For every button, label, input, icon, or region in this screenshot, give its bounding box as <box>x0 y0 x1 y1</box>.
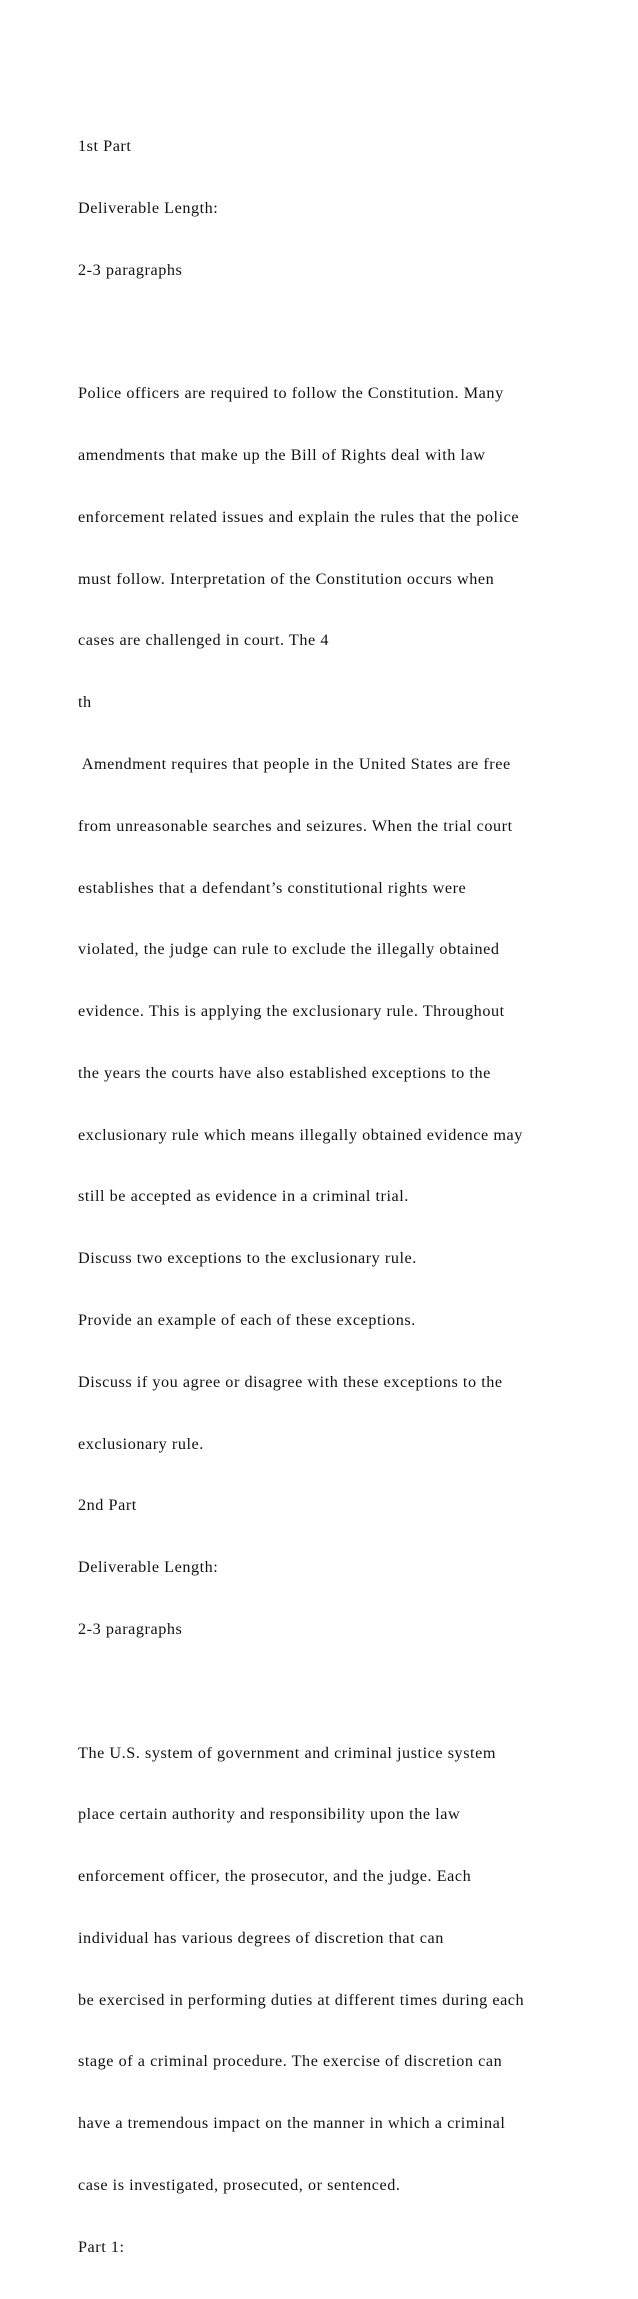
text-line: case is investigated, prosecuted, or sentenced. <box>78 2175 401 2194</box>
blank-line <box>78 322 618 343</box>
text-line: enforcement officer, the prosecutor, and the judge. Each <box>78 1867 472 1886</box>
text-line: must follow. Interpretation of the Constitution occurs when <box>78 569 495 588</box>
text-line: exclusionary rule. <box>78 1434 204 1453</box>
text-line: be exercised in performing duties at different times during each <box>78 1990 525 2009</box>
text-line: Provide an example of each of these exceptions. <box>78 1311 416 1330</box>
text-line: enforcement related issues and explain the rules that the police <box>78 507 520 526</box>
text-line: The U.S. system of government and criminal justice system <box>78 1743 496 1762</box>
text-line: th <box>78 693 92 712</box>
text-line: Amendment requires that people in the United States are free <box>78 755 511 773</box>
text-line: Discuss two exceptions to the exclusionary rule. <box>78 1249 417 1268</box>
text-line: violated, the judge can rule to exclude the illegally obtained <box>78 940 500 959</box>
text-line: Deliverable Length: <box>78 198 219 217</box>
text-line: Police officers are required to follow the Constitution. Many <box>78 384 504 403</box>
text-line: still be accepted as evidence in a criminal trial. <box>78 1187 409 1206</box>
text-line: evidence. This is applying the exclusionary rule. Throughout <box>78 1002 505 1021</box>
text-line: Deliverable Length: <box>78 1558 219 1577</box>
text-line: Part 1: <box>78 2237 125 2256</box>
text-line: individual has various degrees of discretion that can <box>78 1928 444 1947</box>
text-line: have a tremendous impact on the manner in which a criminal <box>78 2114 506 2133</box>
text-line: 2-3 paragraphs <box>78 1619 183 1638</box>
text-line: establishes that a defendant’s constitutional rights were <box>78 878 467 897</box>
text-line: 2nd Part <box>78 1496 137 1515</box>
blank-line <box>78 1681 618 1702</box>
document-text <box>78 95 618 2299</box>
text-line: 2-3 paragraphs <box>78 260 183 279</box>
text-line: amendments that make up the Bill of Rights deal with law <box>78 446 486 465</box>
text-line: Discuss if you agree or disagree with these exceptions to the <box>78 1372 503 1391</box>
text-line: cases are challenged in court. The 4 <box>78 631 329 650</box>
text-line: 1st Part <box>78 137 132 156</box>
text-line: exclusionary rule which means illegally obtained evidence may <box>78 1125 523 1144</box>
text-line: stage of a criminal procedure. The exercise of discretion can <box>78 2052 503 2071</box>
text-line: the years the courts have also established exceptions to the <box>78 1063 491 1082</box>
text-line: from unreasonable searches and seizures. When the trial court <box>78 816 513 835</box>
text-line: place certain authority and responsibility upon the law <box>78 1805 461 1824</box>
